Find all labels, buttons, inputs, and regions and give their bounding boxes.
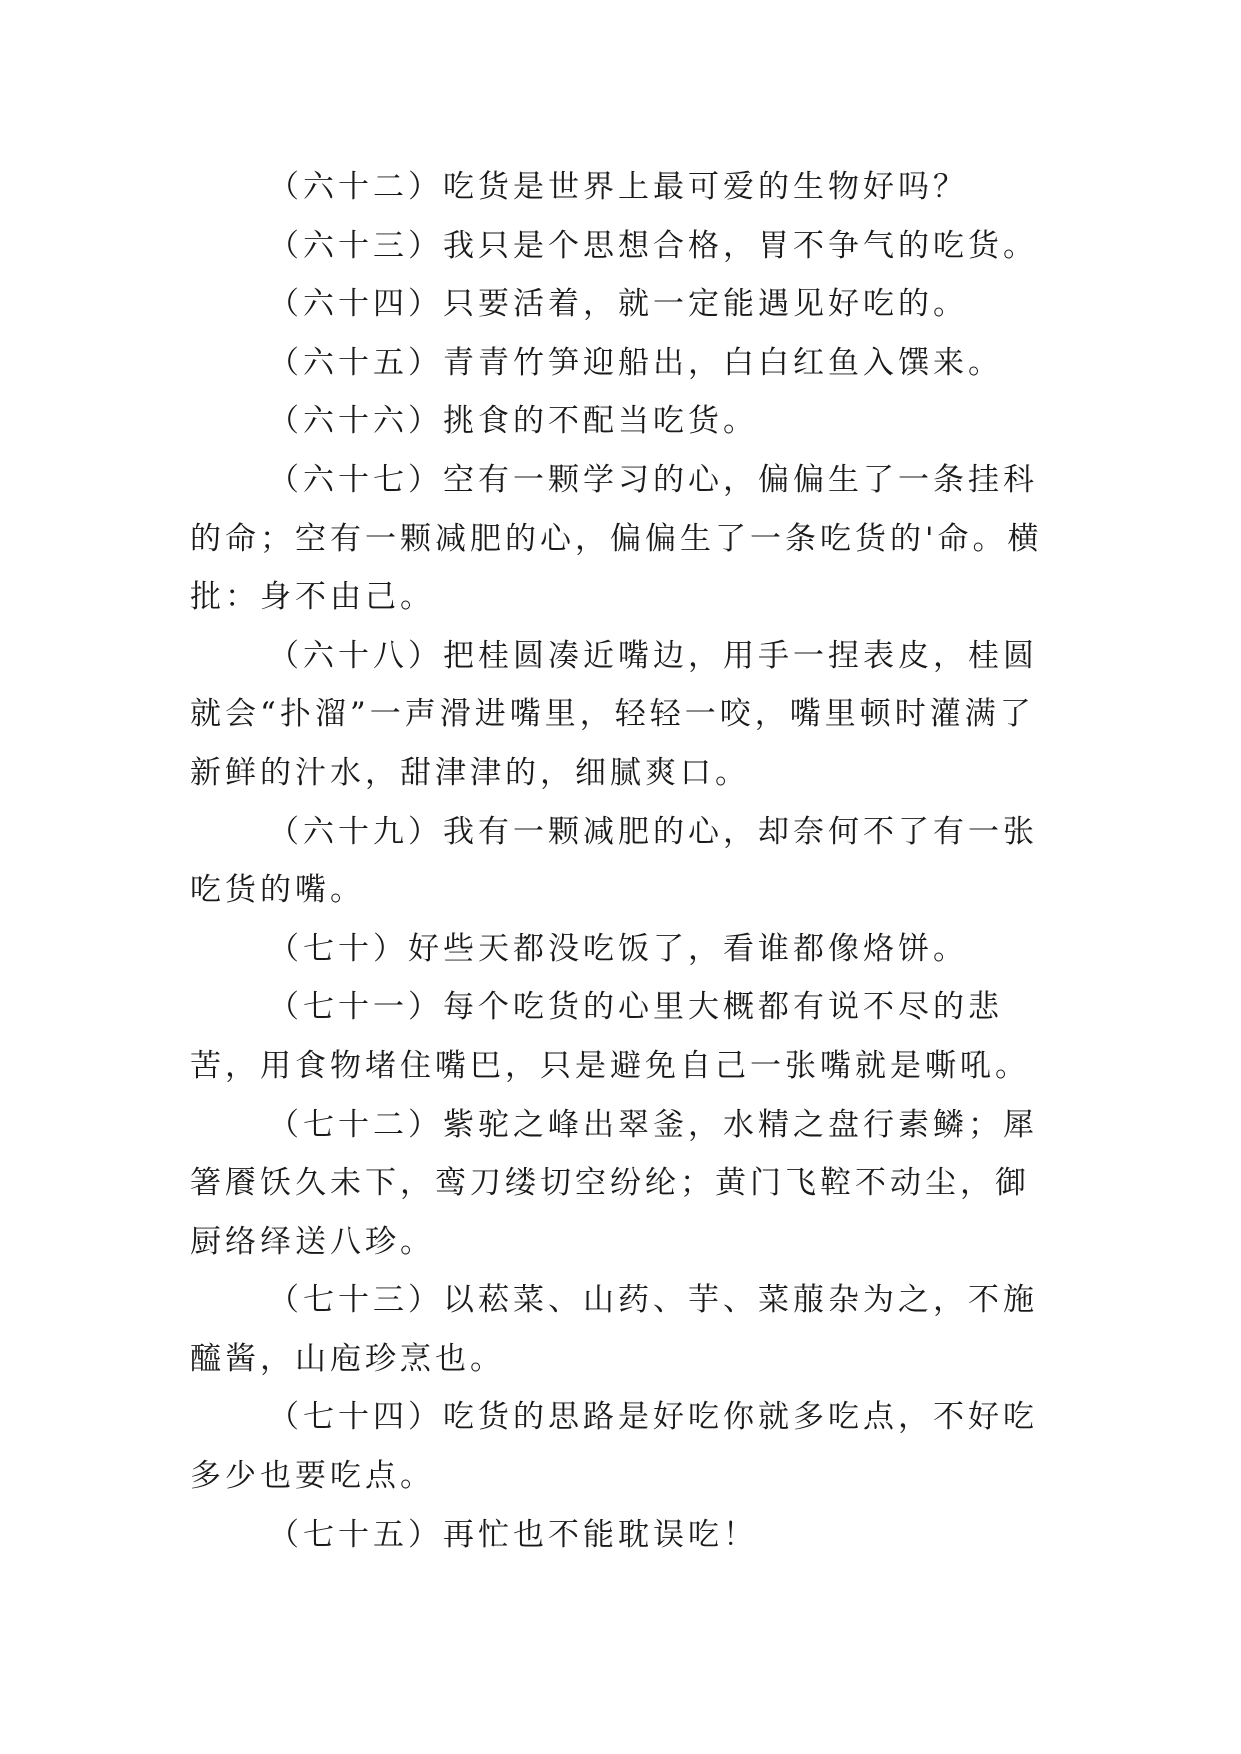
paragraph-67: （六十七）空有一颗学习的心，偏偏生了一条挂科的命；空有一颗减肥的心，偏偏生了一条吃货的'命。横批：身不由己。 — [190, 461, 1043, 616]
paragraph-63: （六十三）我只是个思想合格，胃不争气的吃货。 — [268, 227, 1038, 264]
document-page — [190, 158, 1050, 1564]
paragraph-68: （六十八）把桂圆凑近嘴边，用手一捏表皮，桂圆就会“扑溜”一声滑进嘴里，轻轻一咬，嘴里顿时灌满了新鲜的汁水，甜津津的，细腻爽口。 — [190, 637, 1038, 791]
paragraph-72: （七十二）紫驼之峰出翠釜，水精之盘行素鳞；犀箸餍饫久未下，鸾刀缕切空纷纶；黄门飞鞚不动尘，御厨络绎送八珍。 — [190, 1106, 1038, 1260]
paragraph-69: （六十九）我有一颗减肥的心，却奈何不了有一张吃货的嘴。 — [190, 813, 1038, 909]
paragraph-71: （七十一）每个吃货的心里大概都有说不尽的悲苦，用食物堵住嘴巴，只是避免自己一张嘴就是嘶吼。 — [190, 989, 1030, 1084]
paragraph-73: （七十三）以菘菜、山药、芋、菜菔杂为之，不施醯酱，山庖珍烹也。 — [190, 1282, 1038, 1377]
paragraph-75: （七十五）再忙也不能耽误吃！ — [268, 1516, 758, 1553]
paragraph-74: （七十四）吃货的思路是好吃你就多吃点，不好吃多少也要吃点。 — [190, 1399, 1038, 1495]
paragraph-70: （七十）好些天都没吃饭了，看谁都像烙饼。 — [268, 930, 968, 967]
paragraph-62: （六十二）吃货是世界上最可爱的生物好吗？ — [268, 169, 968, 205]
paragraph-65: （六十五）青青竹笋迎船出，白白红鱼入馔来。 — [268, 344, 1003, 381]
paragraph-66: （六十六）挑食的不配当吃货。 — [268, 403, 758, 440]
paragraph-64: （六十四）只要活着，就一定能遇见好吃的。 — [268, 286, 968, 323]
